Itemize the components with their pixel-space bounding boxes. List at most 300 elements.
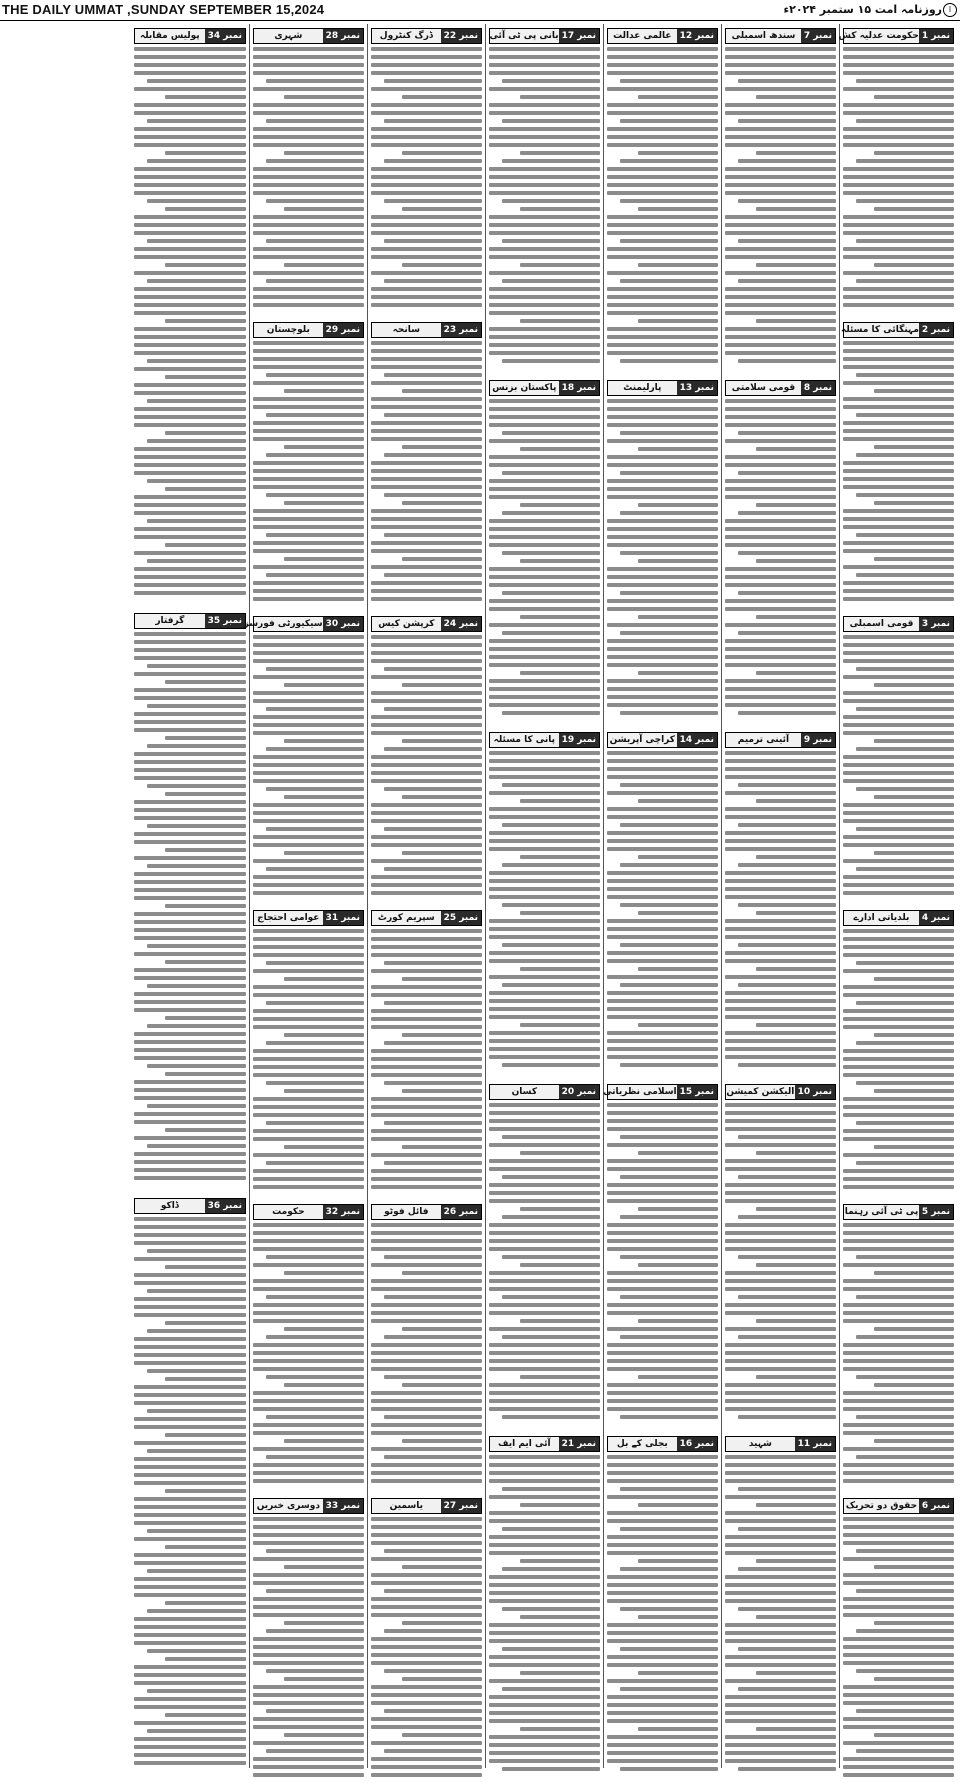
body-text-line [253,779,364,783]
body-text-line [607,815,718,819]
body-text-line [725,335,836,339]
body-text-line [607,1551,718,1555]
body-text-line [843,715,954,719]
news-item [489,380,600,728]
body-text-line [134,1513,246,1517]
body-text-line [134,1297,246,1301]
body-text-line [266,1121,364,1125]
body-text-line [134,503,246,507]
body-text-line [856,79,954,83]
body-text-line [284,151,364,155]
news-item [134,613,246,1194]
body-text-line [843,1525,954,1529]
news-item [725,1436,836,1784]
body-text-line [607,687,718,691]
body-text-line [384,1001,482,1005]
body-text-line [253,969,364,973]
body-text-line [134,1257,246,1261]
body-text-line [371,223,482,227]
body-text-line [638,1559,718,1563]
section-title: پی ٹی آئی رہنما [844,1207,919,1217]
body-text-line [489,127,600,131]
body-text-line [147,1609,246,1613]
body-text-line [843,651,954,655]
section-number: نمبر 35 [205,614,245,628]
body-text-line [856,199,954,203]
body-text-line [371,55,482,59]
body-text-line [489,1191,600,1195]
section-number: نمبر 36 [205,1199,245,1213]
body-text-line [253,643,364,647]
body-text-line [607,87,718,91]
body-text-line [134,455,246,459]
body-text-line [165,375,246,379]
body-text-line [489,439,600,443]
body-text-line [489,55,600,59]
body-text-line [843,1573,954,1577]
body-text-line [620,119,718,123]
body-text-line [489,479,600,483]
body-text-line [638,615,718,619]
body-text-line [725,1247,836,1251]
body-text-line [520,1503,600,1507]
body-text-line [147,159,246,163]
body-text-line [134,1233,246,1237]
body-text-line [134,1056,246,1060]
section-title: سانحہ [392,325,421,335]
body-text-line [607,535,718,539]
body-text-line [874,683,954,687]
body-text-line [134,872,246,876]
body-text-line [725,407,836,411]
section-heading [371,322,482,338]
body-text-line [725,183,836,187]
body-text-line [147,864,246,868]
body-text-line [725,415,836,419]
body-text-line [371,1701,482,1705]
body-text-line [402,1621,482,1625]
body-text-line [371,891,482,895]
body-text-line [134,63,246,67]
body-text-line [725,975,836,979]
body-text-line [607,887,718,891]
body-text-line [725,535,836,539]
body-text-line [843,517,954,521]
news-item [489,732,600,1080]
body-text-line [371,755,482,759]
body-text-line [371,1129,482,1133]
body-text-line [402,851,482,855]
body-text-line [520,671,600,675]
body-text-line [725,1231,836,1235]
body-text-line [856,1041,954,1045]
body-text-line [520,1319,600,1323]
body-text-line [607,1407,718,1411]
section-title: کراچی آپریشن [609,735,675,745]
body-text-line [371,1725,482,1729]
section-title: الیکشن کمیشن [726,1087,795,1097]
body-text-line [371,1741,482,1745]
body-text-line [502,1295,600,1299]
body-text-line [371,1581,482,1585]
body-text-line [371,1645,482,1649]
body-text-line [638,911,718,915]
body-text-line [725,1575,836,1579]
body-text-line [620,1687,718,1691]
body-text-line [489,455,600,459]
body-text-line [134,1040,246,1044]
news-item [371,322,482,612]
body-text-line [502,1175,600,1179]
section-title: پانی کا مسئلہ [493,735,556,745]
body-text-line [253,461,364,465]
body-text-line [134,407,246,411]
body-text-line [489,135,600,139]
body-text-line [253,1447,364,1451]
body-text-line [384,1335,482,1339]
body-text-line [147,824,246,828]
body-text-line [253,1177,364,1181]
body-text-line [266,159,364,163]
body-text-line [371,699,482,703]
body-text-line [843,589,954,593]
body-text-line [253,1725,364,1729]
body-text-line [843,1423,954,1427]
body-text-line [725,871,836,875]
section-title: گرفتار [155,616,185,626]
body-text-line [725,1199,836,1203]
body-text-line [502,943,600,947]
body-text-line [607,543,718,547]
body-text-line [725,655,836,659]
body-text-line [725,695,836,699]
body-text-line [489,63,600,67]
body-text-line [843,63,954,67]
body-text-line [371,1773,482,1777]
news-column [367,24,485,1768]
body-text-line [371,771,482,775]
body-text-line [856,1001,954,1005]
body-text-line [607,1183,718,1187]
news-column [603,24,721,1768]
body-text-line [489,87,600,91]
body-text-line [607,255,718,259]
body-text-line [607,303,718,307]
body-text-line [725,71,836,75]
section-number: نمبر 15 [677,1085,717,1099]
body-text-line [371,945,482,949]
body-text-line [489,815,600,819]
body-text-line [725,1495,836,1499]
body-text-line [371,1613,482,1617]
body-text-line [134,1008,246,1012]
body-text-line [607,791,718,795]
section-heading [134,1198,246,1214]
body-text-line [520,151,600,155]
body-text-line [607,439,718,443]
body-text-line [738,631,836,635]
body-text-line [371,517,482,521]
body-text-line [371,651,482,655]
body-text-line [874,263,954,267]
body-text-line [843,859,954,863]
body-text-line [607,1599,718,1603]
section-title: بلوچستان [266,325,310,335]
body-text-line [134,535,246,539]
body-text-line [856,1669,954,1673]
body-text-line [134,1096,246,1100]
body-text-line [843,771,954,775]
body-text-line [638,855,718,859]
body-text-line [266,1629,364,1633]
body-text-line [371,1105,482,1109]
section-heading [607,732,718,748]
body-text-line [489,663,600,667]
body-text-line [147,119,246,123]
body-text-line [843,485,954,489]
body-text-line [371,843,482,847]
body-text-line [843,1407,954,1411]
body-text-line [134,527,246,531]
body-text-line [371,175,482,179]
body-text-line [874,1677,954,1681]
body-text-line [607,1711,718,1715]
body-text-line [489,1703,600,1707]
body-text-line [502,511,600,515]
body-text-line [738,239,836,243]
body-text-line [607,167,718,171]
body-text-line [253,1359,364,1363]
body-text-line [520,1559,600,1563]
body-text-line [638,1151,718,1155]
body-text-line [607,343,718,347]
body-text-line [134,1136,246,1140]
body-text-line [134,728,246,732]
section-heading [607,1436,718,1452]
body-text-line [371,1319,482,1323]
body-text-line [756,447,836,451]
body-text-line [134,1521,246,1525]
body-text-line [725,1407,836,1411]
section-heading [371,910,482,926]
body-text-line [134,1753,246,1757]
body-text-line [725,303,836,307]
body-text-line [402,1733,482,1737]
body-text-line [620,711,718,715]
body-text-line [384,493,482,497]
body-text-line [253,803,364,807]
body-text-line [489,607,600,611]
body-text-line [253,1605,364,1609]
body-text-line [843,437,954,441]
body-text-line [489,1623,600,1627]
body-text-line [489,1127,600,1131]
section-title: حکومت عدلیہ کش [838,31,919,41]
body-text-line [520,447,600,451]
body-text-line [725,1599,836,1603]
section-number: نمبر 8 [801,381,835,395]
body-text-line [489,231,600,235]
body-text-line [253,1263,364,1267]
body-text-line [725,1143,836,1147]
body-text-line [843,1263,954,1267]
body-text-line [371,1573,482,1577]
body-text-line [384,573,482,577]
body-text-line [843,231,954,235]
body-text-line [371,349,482,353]
body-text-line [253,1105,364,1109]
body-text-line [502,1687,600,1691]
body-text-line [607,215,718,219]
body-text-line [725,135,836,139]
body-text-line [489,599,600,603]
body-text-line [134,968,246,972]
body-text-line [253,597,364,601]
body-text-line [134,1088,246,1092]
body-text-line [253,731,364,735]
section-heading [489,732,600,748]
body-text-line [266,453,364,457]
body-text-line [134,936,246,940]
news-item [253,28,364,318]
section-heading [607,28,718,44]
body-text-line [856,119,954,123]
body-text-line [489,167,600,171]
body-text-line [725,55,836,59]
body-text-line [134,1457,246,1461]
body-text-line [725,623,836,627]
body-text-line [607,623,718,627]
body-text-line [147,1289,246,1293]
body-text-line [756,855,836,859]
body-text-line [725,127,836,131]
body-text-line [725,111,836,115]
body-text-line [843,71,954,75]
body-text-line [502,471,600,475]
body-text-line [738,471,836,475]
body-text-line [134,928,246,932]
body-text-line [266,373,364,377]
body-text-line [489,1223,600,1227]
news-item [371,1204,482,1494]
body-text-line [843,843,954,847]
body-text-line [371,1431,482,1435]
body-text-line [489,759,600,763]
section-title: کرپشن کیس [378,619,435,629]
body-text-line [843,405,954,409]
body-text-line [134,1425,246,1429]
body-text-line [725,1223,836,1227]
body-text-line [134,511,246,515]
body-text-line [738,1335,836,1339]
body-text-line [134,1761,246,1765]
body-text-line [843,1447,954,1451]
body-text-line [147,1064,246,1068]
body-text-line [843,525,954,529]
body-text-line [165,736,246,740]
body-text-line [371,1765,482,1769]
body-text-line [607,175,718,179]
body-text-line [856,1629,954,1633]
body-text-line [384,1255,482,1259]
body-text-line [489,847,600,851]
body-text-line [607,327,718,331]
body-text-line [607,1695,718,1699]
body-text-line [384,1455,482,1459]
body-text-line [843,1517,954,1521]
body-text-line [607,1735,718,1739]
body-text-line [856,747,954,751]
news-item [725,28,836,376]
section-number: نمبر 25 [441,911,481,925]
body-text-line [489,1159,600,1163]
body-text-line [253,1765,364,1769]
body-text-line [489,1711,600,1715]
body-text-line [607,479,718,483]
body-text-line [638,967,718,971]
body-text-line [134,103,246,107]
body-text-line [371,231,482,235]
body-text-line [371,1239,482,1243]
section-heading [253,910,364,926]
body-text-line [607,271,718,275]
body-text-line [725,1239,836,1243]
body-text-line [266,493,364,497]
body-text-line [756,799,836,803]
body-text-line [266,413,364,417]
body-text-line [725,767,836,771]
body-text-line [520,1727,600,1731]
body-text-line [489,143,600,147]
body-text-line [607,1583,718,1587]
body-text-line [843,1431,954,1435]
body-text-line [725,1631,836,1635]
body-text-line [147,199,246,203]
body-text-line [874,207,954,211]
body-text-line [620,551,718,555]
body-text-line [738,359,836,363]
body-text-line [738,711,836,715]
body-text-line [402,795,482,799]
body-text-line [489,871,600,875]
body-text-line [738,279,836,283]
body-text-line [738,783,836,787]
body-text-line [607,1663,718,1667]
body-text-line [620,159,718,163]
body-text-line [756,615,836,619]
body-text-line [856,1295,954,1299]
body-text-line [843,247,954,251]
section-number: نمبر 3 [919,617,953,631]
body-text-line [284,1733,364,1737]
section-heading [253,1204,364,1220]
body-text-line [371,191,482,195]
body-text-line [489,879,600,883]
body-text-line [134,575,246,579]
body-text-line [371,1113,482,1117]
body-text-line [856,1455,954,1459]
body-text-line [489,919,600,923]
body-text-line [725,1759,836,1763]
body-text-line [725,543,836,547]
body-text-line [738,1295,836,1299]
body-text-line [725,887,836,891]
body-text-line [489,215,600,219]
body-text-line [489,1311,600,1315]
body-text-line [756,151,836,155]
body-text-line [756,207,836,211]
body-text-line [843,1637,954,1641]
